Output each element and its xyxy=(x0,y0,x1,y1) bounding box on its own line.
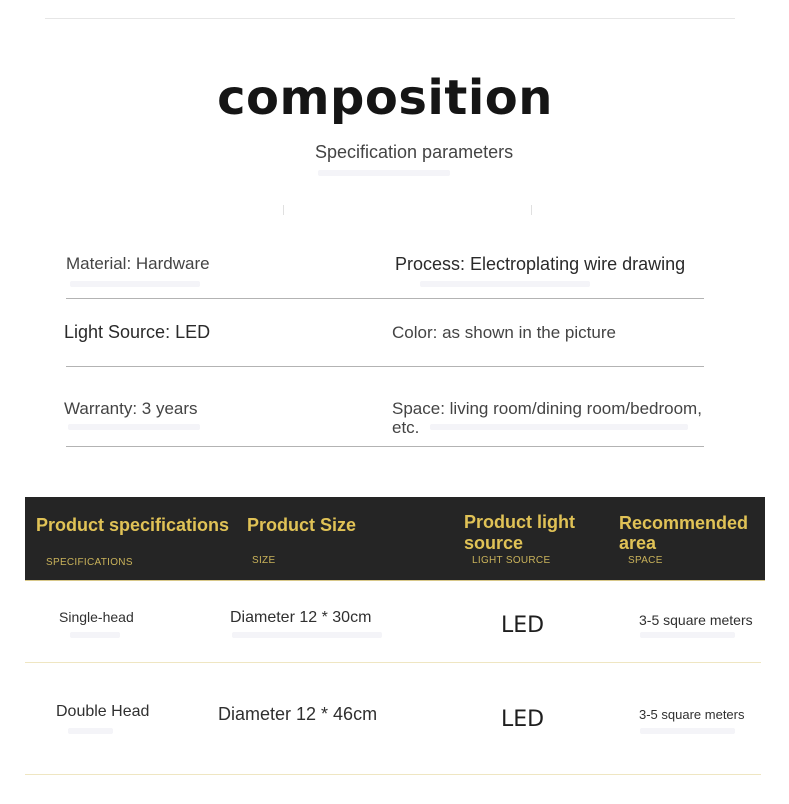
spec-divider-1 xyxy=(66,298,704,299)
table-header-border xyxy=(25,580,765,581)
row1-area: 3-5 square meters xyxy=(639,612,753,628)
spec-divider-3 xyxy=(66,446,704,447)
faint-row1-spec-shadow xyxy=(70,632,120,638)
column-header-size: Product Size xyxy=(247,515,357,535)
faint-row1-area-shadow xyxy=(640,632,735,638)
spec-space-line2: etc. xyxy=(392,418,420,437)
column-header-specifications: Product specifications xyxy=(36,515,230,535)
column-header-area-line2: area xyxy=(619,533,657,553)
faint-row1-size-shadow xyxy=(232,632,382,638)
column-subheader-light-source: LIGHT SOURCE xyxy=(472,555,551,566)
column-header-light-source-line1: Product light xyxy=(464,512,575,532)
table-row-divider-1 xyxy=(25,662,761,663)
page-title: composition xyxy=(217,70,553,126)
faint-subtitle-shadow xyxy=(318,170,450,176)
faint-space-shadow xyxy=(430,424,688,430)
column-subheader-area: SPACE xyxy=(628,555,663,566)
top-divider xyxy=(45,18,735,19)
spec-space-line1: Space: living room/dining room/bedroom, xyxy=(392,399,702,418)
row2-size: Diameter 12 * 46cm xyxy=(218,704,378,724)
row2-spec: Double Head xyxy=(56,703,150,720)
faint-row2-spec-shadow xyxy=(68,728,113,734)
spec-color: Color: as shown in the picture xyxy=(392,323,616,342)
decorative-tick-right xyxy=(531,205,532,215)
decorative-tick-left xyxy=(283,205,284,215)
column-header-area-line1: Recommended xyxy=(619,513,749,533)
column-subheader-size: SIZE xyxy=(252,555,276,566)
table-row-divider-2 xyxy=(25,774,761,775)
faint-material-shadow xyxy=(70,281,200,287)
spec-warranty: Warranty: 3 years xyxy=(64,399,198,418)
spec-process: Process: Electroplating wire drawing xyxy=(395,254,686,274)
faint-row2-area-shadow xyxy=(640,728,735,734)
page-subtitle: Specification parameters xyxy=(315,142,514,162)
row2-area: 3-5 square meters xyxy=(639,707,745,722)
row1-light-source: LED xyxy=(501,613,545,638)
row1-size: Diameter 12 * 30cm xyxy=(230,609,372,626)
row2-light-source: LED xyxy=(501,707,545,732)
row1-spec: Single-head xyxy=(59,609,134,625)
faint-process-shadow xyxy=(420,281,590,287)
spec-light-source: Light Source: LED xyxy=(64,322,211,342)
spec-material: Material: Hardware xyxy=(66,254,210,273)
column-header-light-source-line2: source xyxy=(464,533,524,553)
faint-warranty-shadow xyxy=(68,424,200,430)
spec-divider-2 xyxy=(66,366,704,367)
column-subheader-specifications: SPECIFICATIONS xyxy=(46,557,133,568)
